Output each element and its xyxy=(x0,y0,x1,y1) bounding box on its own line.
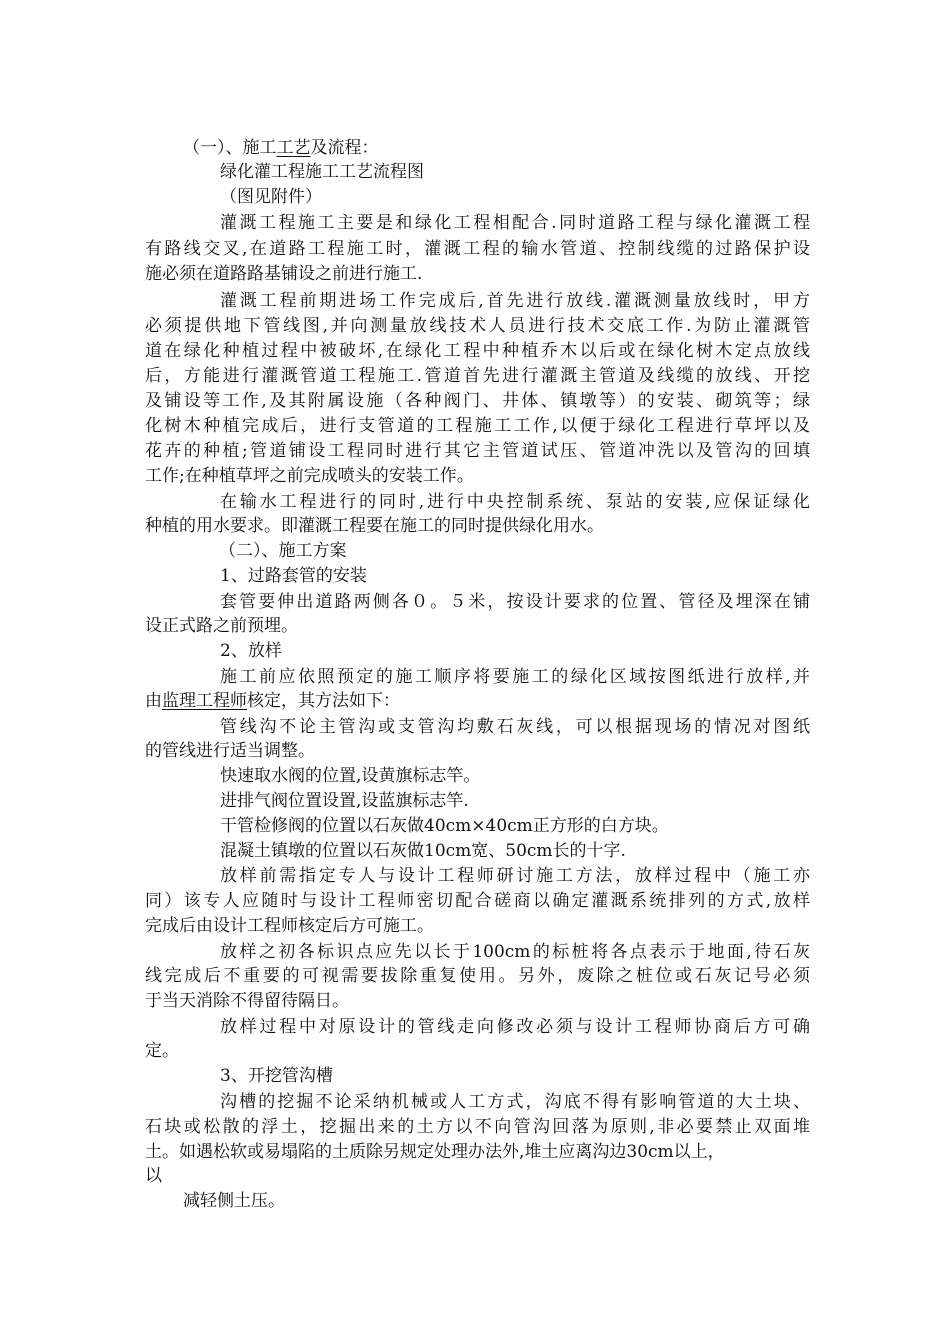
list-item: 混凝土镇墩的位置以石灰做10cm宽、50cm长的十字. xyxy=(220,841,626,861)
paragraph-line: 沟槽的挖掘不论采纳机械或人工方式，沟底不得有影响管道的大土块、 xyxy=(220,1092,810,1112)
paragraph-line: 及铺设等工作,及其附属设施（各种阀门、井体、镇墩等）的安装、砌筑等；绿 xyxy=(145,391,810,411)
paragraph-line: 同）该专人应随时与设计工程师密切配合磋商以确定灌溉系统排列的方式,放样 xyxy=(145,891,810,911)
paragraph-line: 设正式路之前预埋。 xyxy=(145,616,298,636)
paragraph-line: 化树木种植完成后，进行支管道的工程施工工作,以便于绿化工程进行草坪以及 xyxy=(145,416,810,436)
paragraph-line: 有路线交叉,在道路工程施工时，灌溉工程的输水管道、控制线缆的过路保护设 xyxy=(145,239,810,259)
paragraph-line: 必须提供地下管线图,并向测量放线技术人员进行技术交底工作.为防止灌溉管 xyxy=(145,316,810,336)
paragraph-line: 在输水工程进行的同时,进行中央控制系统、泵站的安装,应保证绿化 xyxy=(220,492,810,512)
paragraph-line: 放样之初各标识点应先以长于100cm的标桩将各点表示于地面,待石灰 xyxy=(220,942,810,962)
paragraph-line: 以 xyxy=(145,1166,162,1186)
paragraph-line: 种植的用水要求。即灌溉工程要在施工的同时提供绿化用水。 xyxy=(145,516,604,536)
paragraph-line xyxy=(145,689,810,713)
list-item: 快速取水阀的位置,设黄旗标志竿。 xyxy=(220,766,481,786)
paragraph-line: 的管线进行适当调整。 xyxy=(145,741,315,761)
section-heading-2: （二）、施工方案 xyxy=(219,541,347,561)
paragraph-line: 完成后由设计工程师核定后方可施工。 xyxy=(145,916,434,936)
paragraph-line: 定。 xyxy=(145,1041,179,1061)
paragraph-line: 后，方能进行灌溉管道工程施工.管道首先进行灌溉主管道及线缆的放线、开挖 xyxy=(145,366,810,386)
list-item: 干管检修阀的位置以石灰做40cm×40cm正方形的白方块。 xyxy=(220,816,669,836)
list-item: 进排气阀位置设置,设蓝旗标志竿. xyxy=(220,791,469,811)
paragraph-line: 放样前需指定专人与设计工程师研讨施工方法，放样过程中（施工亦 xyxy=(220,866,810,886)
paragraph-line: 套管要伸出道路两侧各０。５米，按设计要求的位置、管径及埋深在铺 xyxy=(220,592,810,612)
paragraph-line: 道在绿化种植过程中被破坏,在绿化工程中种植乔木以后或在绿化树木定点放线 xyxy=(145,341,810,361)
heading-text: 及流程： xyxy=(310,138,379,158)
paragraph-line: 灌溉工程前期进场工作完成后,首先进行放线.灌溉测量放线时，甲方 xyxy=(220,291,810,311)
paragraph-line: 花卉的种植;管道铺设工程同时进行其它主管道试压、管道冲洗以及管沟的回填 xyxy=(145,441,810,461)
figure-note: （图见附件） xyxy=(220,187,322,207)
section-heading-1 xyxy=(183,136,848,160)
paragraph-line: 石块或松散的浮土，挖掘出来的土方以不向管沟回落为原则,非必要禁止双面堆 xyxy=(145,1117,810,1137)
paragraph-line: 施工前应依照预定的施工顺序将要施工的绿化区域按图纸进行放样,并 xyxy=(220,667,810,687)
paragraph-line: 放样过程中对原设计的管线走向修改必须与设计工程师协商后方可确 xyxy=(220,1017,810,1037)
heading-link[interactable]: 工艺 xyxy=(276,138,311,158)
subsection-heading: 2、放样 xyxy=(220,641,282,661)
heading-text: （一）、施工 xyxy=(183,138,277,158)
text: 核定，其方法如下： xyxy=(247,691,400,711)
paragraph-line: 土。如遇松软或易塌陷的土质除另规定处理办法外,堆土应离沟边30cm以上， xyxy=(145,1142,725,1162)
paragraph-line: 管线沟不论主管沟或支管沟均敷石灰线，可以根据现场的情况对图纸 xyxy=(220,717,810,737)
subsection-heading: 3、开挖管沟槽 xyxy=(220,1066,333,1086)
flowchart-title: 绿化灌工程施工工艺流程图 xyxy=(220,162,424,182)
paragraph-line: 施必须在道路路基铺设之前进行施工. xyxy=(145,264,423,284)
paragraph-line: 工作;在种植草坪之前完成喷头的安装工作。 xyxy=(145,466,474,486)
paragraph-line: 灌溉工程施工主要是和绿化工程相配合.同时道路工程与绿化灌溉工程 xyxy=(220,213,810,233)
text: 由 xyxy=(145,691,162,711)
subsection-heading: 1、过路套管的安装 xyxy=(220,566,367,586)
supervisor-link[interactable]: 监理工程师 xyxy=(162,691,247,711)
paragraph-line: 于当天消除不得留待隔日。 xyxy=(145,991,349,1011)
paragraph-line: 减轻侧土压。 xyxy=(183,1191,285,1211)
paragraph-line: 线完成后不重要的可视需要拔除重复使用。另外，废除之桩位或石灰记号必须 xyxy=(145,966,810,986)
